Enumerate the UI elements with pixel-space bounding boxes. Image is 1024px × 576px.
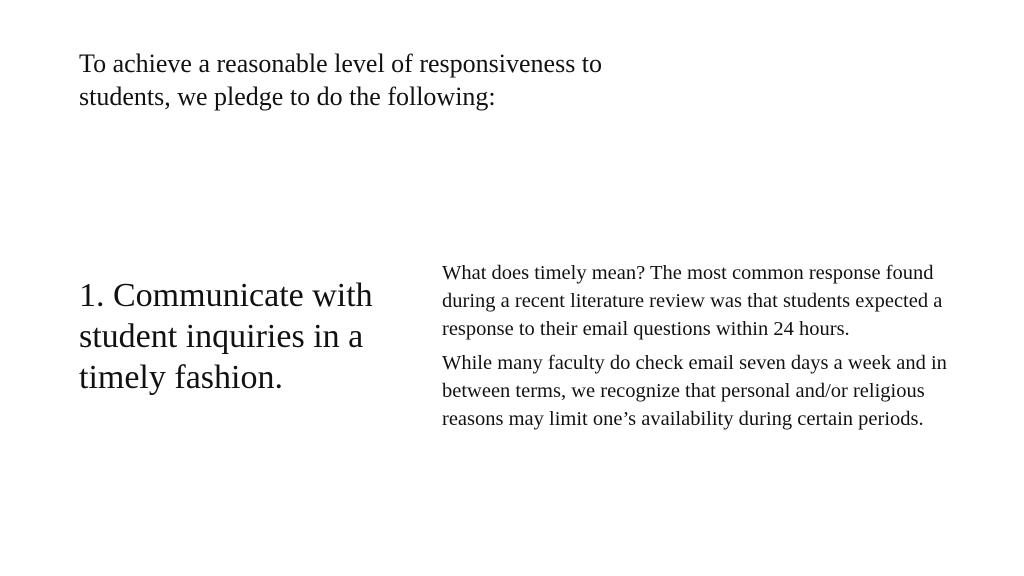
body-text [442, 259, 962, 439]
point-heading: 1. Communicate with student inquiries in a timely fashion. [79, 277, 373, 396]
slide-title: To achieve a reasonable level of responsiveness to students, we pledge to do the following: [79, 49, 603, 111]
paragraph-faculty-availability: While many faculty do check email seven days a week and in between terms, we recognize that personal and/or religious reasons may limit one’s availability during certain periods. [442, 352, 947, 430]
paragraph-timely-meaning: What does timely mean? The most common response found during a recent literature review was that students expected a response to their email questions within 24 hours. [442, 262, 943, 340]
